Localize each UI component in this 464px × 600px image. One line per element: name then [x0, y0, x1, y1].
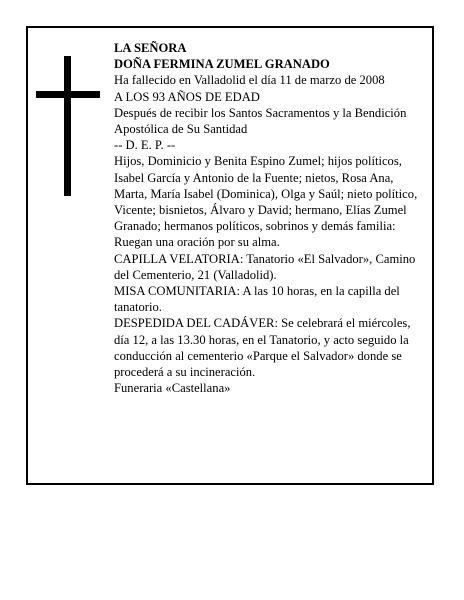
prayer-request: Ruegan una oración por su alma. — [114, 235, 280, 250]
age-statement: A LOS 93 AÑOS DE EDAD — [114, 89, 260, 104]
chapel-info: CAPILLA VELATORIA: Tanatorio «El Salvador», Camino del Cementerio, 21 (Valladolid). — [114, 251, 416, 282]
obituary-text — [114, 40, 420, 396]
death-statement: Ha fallecido en Valladolid el día 11 de marzo de 2008 — [114, 73, 385, 88]
deceased-name: DOÑA FERMINA ZUMEL GRANADO — [114, 57, 330, 72]
dep-line: -- D. E. P. -- — [114, 138, 176, 153]
family-list: Hijos, Dominicio y Benita Espino Zumel; hijos políticos, Isabel García y Antonio de la Fuente; nietos, Rosa Ana, Marta, María Isabel (Dominica), Olga y Saúl; nieto político, Vicente; bisnietos, Álvaro y David; hermano, Elías Zumel Granado; hermanos políticos, sobrinos y demás familia: — [114, 154, 418, 234]
sacraments-statement: Después de recibir los Santos Sacramentos y la Bendición Apostólica de Su Santidad — [114, 105, 407, 137]
obituary-frame — [26, 26, 434, 485]
funeral-home: Funeraria «Castellana» — [114, 381, 231, 396]
mass-info: MISA COMUNITARIA: A las 10 horas, en la capilla del tanatorio. — [114, 284, 400, 315]
cross-horizontal-bar — [36, 91, 100, 98]
farewell-info: DESPEDIDA DEL CADÁVER: Se celebrará el miércoles, día 12, a las 13.30 horas, en el Tanatorio, y acto seguido la conducción al cementerio «Parque el Salvador» donde se procederá a su incineración. — [114, 316, 411, 380]
latin-cross-icon — [36, 56, 100, 196]
honorific-title: LA SEÑORA — [114, 41, 187, 55]
cross-vertical-bar — [64, 56, 71, 196]
